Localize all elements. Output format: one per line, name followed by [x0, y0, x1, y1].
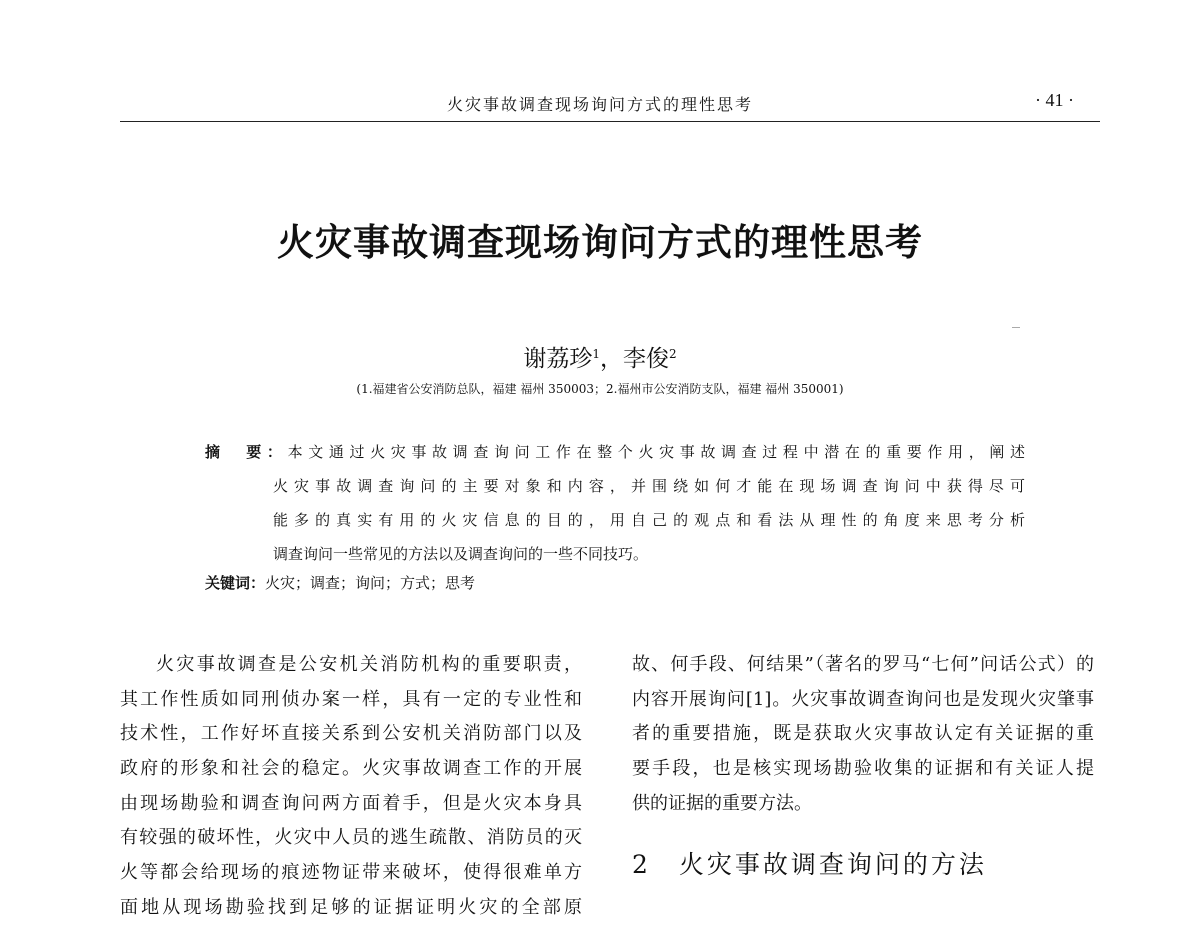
body-line: 火灾事故调查是公安机关消防机构的重要职责， — [156, 654, 582, 675]
author-name: 李俊 — [623, 346, 669, 372]
body-line: 面地从现场勘验找到足够的证据证明火灾的全部原 — [120, 896, 582, 918]
body-line: 有较强的破坏性，火灾中人员的逃生疏散、消防员的灭 — [120, 827, 582, 849]
body-column-right — [632, 652, 1094, 825]
author-name: 谢荔珍 — [523, 346, 593, 372]
abstract — [205, 440, 1025, 576]
page-number: · 41 · — [1035, 90, 1074, 110]
keywords-text: 火灾；调查；询问；方式；思考 — [265, 574, 476, 592]
authors — [0, 340, 1200, 373]
author-mark: 2 — [669, 347, 677, 361]
body-line: 故、何手段、何结果”（著名的罗马“七何”问话公式）的 — [632, 654, 1094, 675]
body-line: 火等都会给现场的痕迹物证带来破坏，使得很难单方 — [120, 862, 582, 884]
keywords-label: 关键词： — [205, 574, 266, 592]
body-line: 由现场勘验和调查询问两方面着手，但是火灾本身具 — [120, 792, 582, 814]
body-line: 者的重要措施，既是获取火灾事故认定有关证据的重 — [632, 723, 1094, 745]
author-mark: 1 — [592, 347, 600, 361]
abstract-line: 火灾事故调查询问的主要对象和内容，并围绕如何才能在现场调查询问中获得尽可 — [273, 477, 1025, 495]
abstract-label: 摘 要： — [205, 443, 288, 461]
abstract-line: 调查询问一些常见的方法以及调查询问的一些不同技巧。 — [273, 545, 649, 563]
body-line: 其工作性质如同刑侦办案一样，具有一定的专业性和 — [120, 688, 582, 710]
section-heading: 2 火灾事故调查询问的方法 — [632, 850, 987, 879]
abstract-line: 本文通过火灾事故调查询问工作在整个火灾事故调查过程中潜在的重要作用，阐述 — [287, 443, 1025, 461]
affiliation: (1.福建省公安消防总队，福建 福州 350003；2.福州市公安消防支队，福建 福州 350001) — [356, 382, 844, 396]
body-line: 内容开展询问[1]。火灾事故调查询问也是发现火灾肇事 — [632, 688, 1094, 710]
author-separator: ， — [600, 346, 623, 372]
body-line: 要手段，也是核实现场勘验收集的证据和有关证人提 — [632, 758, 1094, 780]
running-title: 火灾事故调查现场询问方式的理性思考 — [446, 95, 753, 114]
header-rule — [120, 121, 1100, 122]
keywords — [205, 572, 475, 593]
body-column-left — [120, 652, 582, 930]
abstract-line: 能多的真实有用的火灾信息的目的，用自己的观点和看法从理性的角度来思考分析 — [273, 511, 1025, 529]
scan-mark — [1012, 327, 1020, 328]
body-line: 技术性，工作好坏直接关系到公安机关消防部门以及 — [120, 723, 582, 745]
paper-title: 火灾事故调查现场询问方式的理性思考 — [277, 221, 923, 264]
body-line: 供的证据的重要方法。 — [632, 792, 812, 814]
body-line: 政府的形象和社会的稳定。火灾事故调查工作的开展 — [120, 758, 582, 780]
